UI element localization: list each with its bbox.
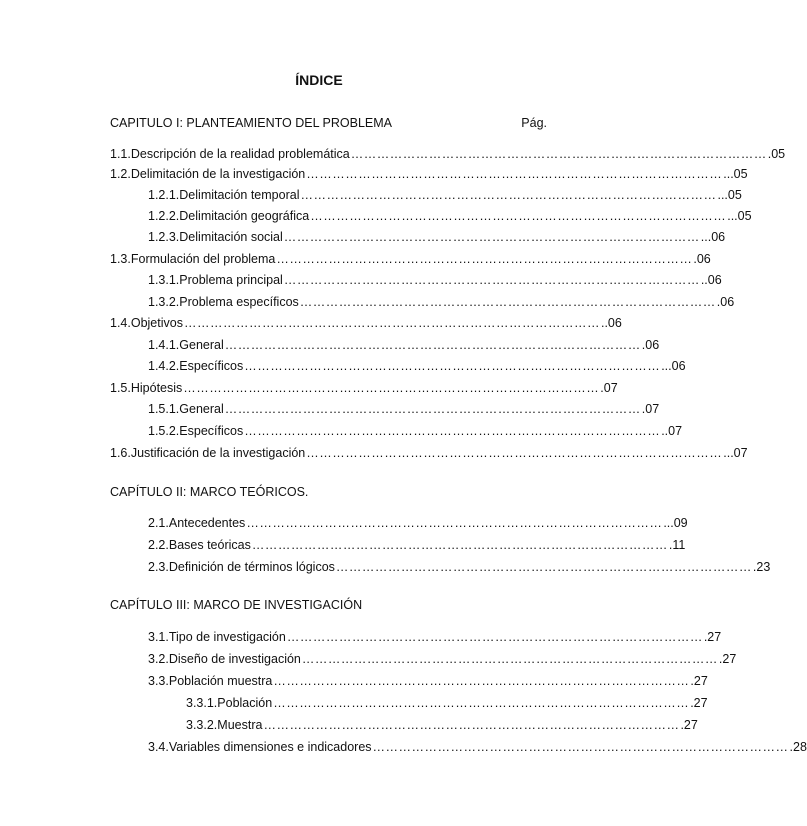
leader-dots: …………………………………………………………………………………… xyxy=(244,359,661,373)
entry-number: 1.5.1. xyxy=(148,402,180,416)
toc-entry xyxy=(110,442,748,460)
leader-dots: …………………………………………………………………………………… xyxy=(273,696,690,710)
entry-number: 2.3. xyxy=(148,560,169,574)
toc-entry xyxy=(148,398,660,416)
leader-dots: …………………………………………………………………………………… xyxy=(306,167,723,181)
leader-dots: …………………………………………………………………………………… xyxy=(224,402,641,416)
entry-title: Bases teóricas xyxy=(168,538,251,552)
toc-entry xyxy=(186,714,698,732)
toc-entry xyxy=(110,248,711,266)
entry-page: .27 xyxy=(718,652,737,666)
toc-entry xyxy=(148,626,722,644)
chapter-2-heading: CAPÍTULO II: MARCO TEÓRICOS. xyxy=(110,485,309,499)
page-title: ÍNDICE xyxy=(295,72,343,88)
entry-title: Variables dimensiones e indicadores xyxy=(168,740,372,754)
toc-entry xyxy=(110,377,618,395)
entry-number: 1.2. xyxy=(110,167,131,181)
entry-number: 1.2.2. xyxy=(148,209,180,223)
leader-dots: …………………………………………………………………………………… xyxy=(244,424,661,438)
entry-page: ...06 xyxy=(661,359,686,373)
entry-number: 1.3. xyxy=(110,252,131,266)
entry-title: Hipótesis xyxy=(130,381,183,395)
entry-number: 1.1. xyxy=(110,147,131,161)
toc-entry xyxy=(148,205,752,223)
entry-number: 1.3.2. xyxy=(148,295,180,309)
entry-number: 1.4.2. xyxy=(148,359,180,373)
leader-dots: …………………………………………………………………………………… xyxy=(301,652,718,666)
entry-page: .27 xyxy=(680,718,698,732)
toc-entry xyxy=(148,556,771,574)
entry-page: ...05 xyxy=(727,209,752,223)
leader-dots: …………………………………………………………………………………… xyxy=(335,560,752,574)
entry-page: .27 xyxy=(690,696,708,710)
entry-page: .27 xyxy=(690,674,708,688)
entry-number: 3.3.2. xyxy=(186,718,218,732)
leader-dots: …………………………………………………………………………………… xyxy=(350,147,767,161)
toc-entry xyxy=(148,736,807,754)
toc-entry xyxy=(110,312,622,330)
entry-page: .05 xyxy=(767,147,786,161)
entry-title: Delimitación social xyxy=(179,230,283,244)
entry-number: 3.2. xyxy=(148,652,169,666)
entry-page: ...07 xyxy=(723,446,748,460)
entry-page: ...05 xyxy=(717,188,742,202)
entry-title: Específicos xyxy=(179,359,244,373)
entry-title: Delimitación de la investigación xyxy=(130,167,306,181)
entry-title: Descripción de la realidad problemática xyxy=(130,147,350,161)
entry-title: Problema específicos xyxy=(179,295,299,309)
entry-title: Diseño de investigación xyxy=(168,652,301,666)
entry-page: .11 xyxy=(668,538,686,552)
entry-page: .06 xyxy=(693,252,711,266)
toc-entry xyxy=(148,420,683,438)
leader-dots: …………………………………………………………………………………… xyxy=(263,718,680,732)
entry-title: Específicos xyxy=(179,424,244,438)
entry-page: .23 xyxy=(752,560,771,574)
leader-dots: …………………………………………………………………………………… xyxy=(300,188,717,202)
entry-page: .06 xyxy=(716,295,735,309)
leader-dots: …………………………………………………………………………………… xyxy=(283,273,700,287)
toc-entry xyxy=(148,269,722,287)
entry-number: 2.1. xyxy=(148,516,169,530)
leader-dots: …………………………………………………………………………………… xyxy=(273,674,690,688)
toc-entry xyxy=(110,163,748,181)
entry-number: 1.5.2. xyxy=(148,424,180,438)
entry-number: 1.4. xyxy=(110,316,131,330)
entry-title: Justificación de la investigación xyxy=(130,446,306,460)
entry-number: 1.2.3. xyxy=(148,230,180,244)
entry-number: 3.3.1. xyxy=(186,696,218,710)
entry-page: .27 xyxy=(703,630,722,644)
entry-number: 3.1. xyxy=(148,630,169,644)
leader-dots: …………………………………………………………………………………… xyxy=(183,381,600,395)
entry-number: 1.4.1. xyxy=(148,338,180,352)
leader-dots: …………………………………………………………………………………… xyxy=(183,316,600,330)
toc-entry xyxy=(148,512,688,530)
leader-dots: …………………………………………………………………………………… xyxy=(246,516,663,530)
leader-dots: …………………………………………………………………………………… xyxy=(299,295,716,309)
entry-number: 1.2.1. xyxy=(148,188,180,202)
leader-dots: …………………………………………………………………………………… xyxy=(224,338,641,352)
entry-page: ..06 xyxy=(700,273,722,287)
entry-title: General xyxy=(179,338,224,352)
entry-page: .07 xyxy=(600,381,618,395)
toc-entry xyxy=(186,692,708,710)
leader-dots: …………………………………………………………………………………… xyxy=(276,252,693,266)
toc-entry xyxy=(148,334,660,352)
toc-entry xyxy=(148,648,737,666)
leader-dots: …………………………………………………………………………………… xyxy=(372,740,789,754)
toc-entry xyxy=(148,355,686,373)
leader-dots: …………………………………………………………………………………… xyxy=(306,446,723,460)
entry-title: Muestra xyxy=(217,718,263,732)
entry-title: Delimitación geográfica xyxy=(179,209,310,223)
toc-entry xyxy=(148,226,726,244)
leader-dots: …………………………………………………………………………………… xyxy=(310,209,727,223)
leader-dots: …………………………………………………………………………………… xyxy=(286,630,703,644)
entry-number: 1.5. xyxy=(110,381,131,395)
entry-page: ..07 xyxy=(661,424,683,438)
toc-entry xyxy=(148,291,735,309)
entry-title: Delimitación temporal xyxy=(179,188,300,202)
toc-entry xyxy=(148,184,742,202)
toc-entry xyxy=(148,670,708,688)
entry-title: Antecedentes xyxy=(168,516,246,530)
entry-number: 2.2. xyxy=(148,538,169,552)
entry-title: Problema principal xyxy=(179,273,283,287)
toc-entry xyxy=(110,143,786,161)
entry-page: .07 xyxy=(641,402,660,416)
entry-page: ...06 xyxy=(700,230,726,244)
entry-title: Definición de términos lógicos xyxy=(168,560,335,574)
entry-title: Formulación del problema xyxy=(130,252,276,266)
chapter-3-heading: CAPÍTULO III: MARCO DE INVESTIGACIÓN xyxy=(110,598,363,612)
entry-page: .06 xyxy=(641,338,660,352)
entry-page: ...09 xyxy=(663,516,688,530)
page-column-label: Pág. xyxy=(521,116,547,130)
entry-page: .28 xyxy=(789,740,807,754)
entry-page: ..06 xyxy=(600,316,622,330)
leader-dots: …………………………………………………………………………………… xyxy=(283,230,700,244)
leader-dots: …………………………………………………………………………………… xyxy=(251,538,668,552)
entry-title: General xyxy=(179,402,224,416)
entry-number: 3.4. xyxy=(148,740,169,754)
entry-title: Objetivos xyxy=(130,316,183,330)
entry-number: 3.3. xyxy=(148,674,169,688)
entry-title: Tipo de investigación xyxy=(168,630,286,644)
entry-page: ...05 xyxy=(723,167,748,181)
toc-entry xyxy=(148,534,686,552)
entry-number: 1.6. xyxy=(110,446,131,460)
entry-title: Población muestra xyxy=(168,674,273,688)
entry-title: Población xyxy=(217,696,273,710)
chapter-1-heading: CAPITULO I: PLANTEAMIENTO DEL PROBLEMA xyxy=(110,116,393,130)
entry-number: 1.3.1. xyxy=(148,273,180,287)
